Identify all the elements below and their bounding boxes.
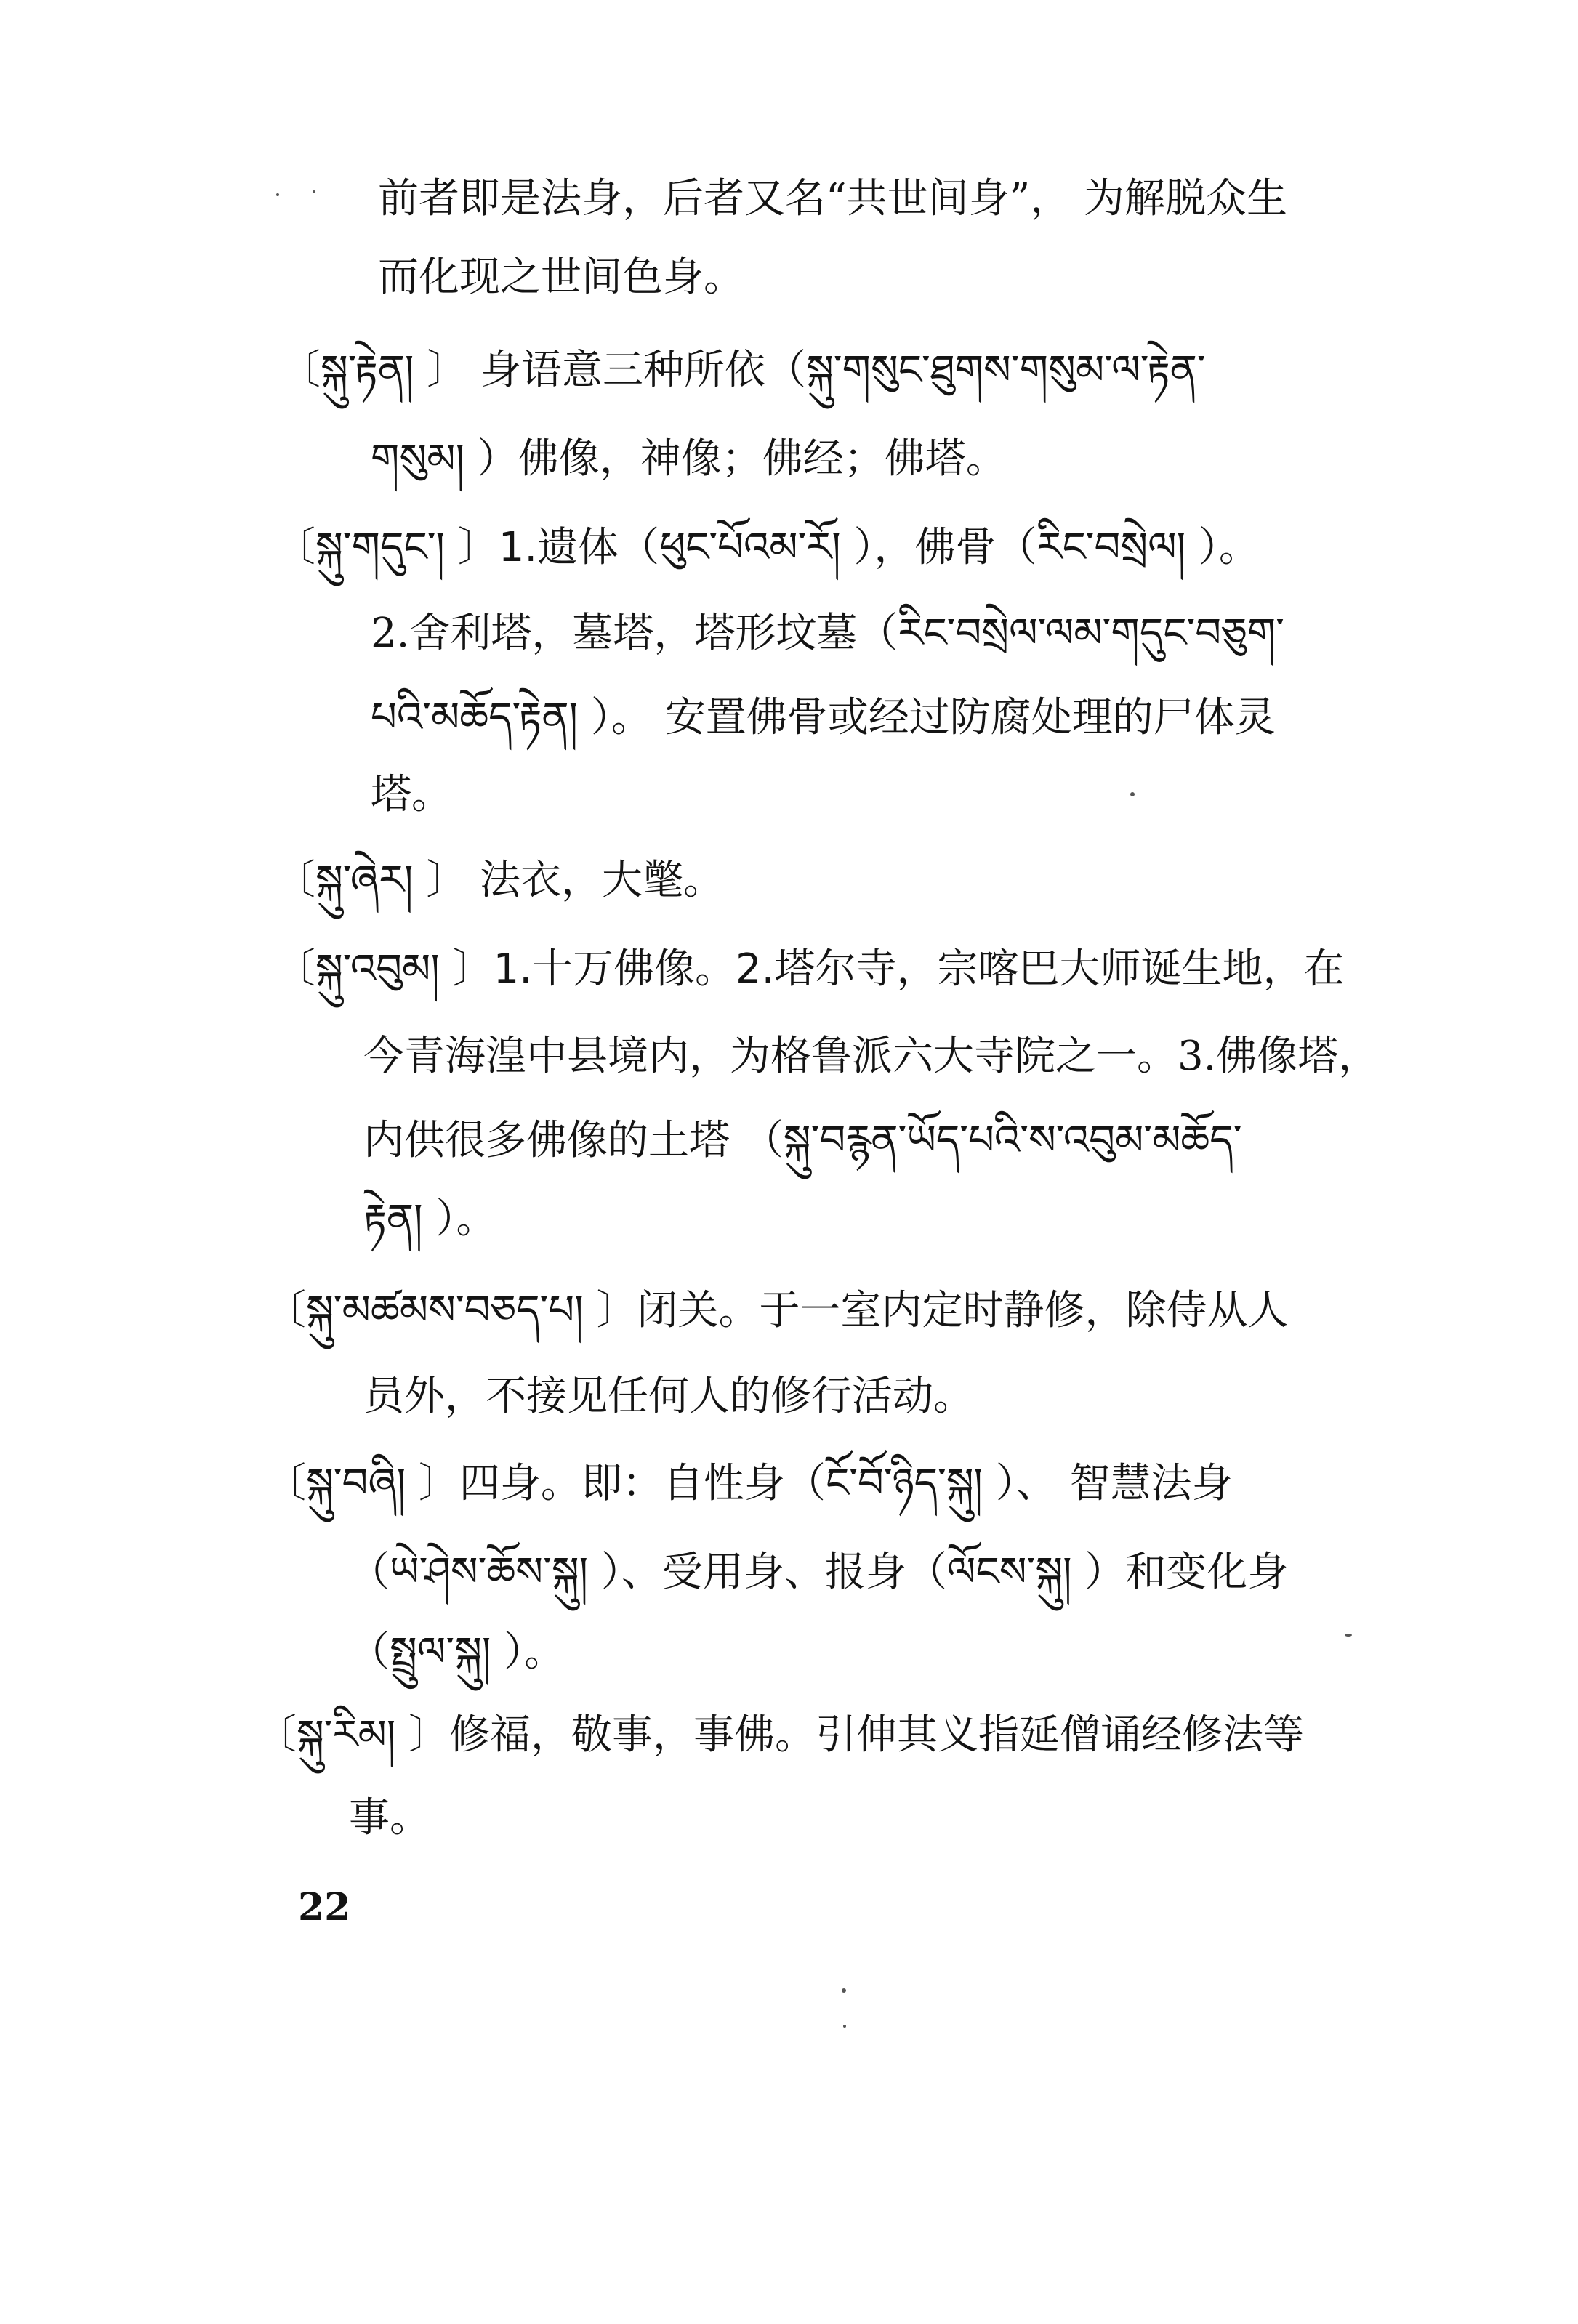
scan-speck [842,1988,846,1993]
entry-line: 事。 [349,1794,430,1841]
entry-line: 塔。 [371,771,452,818]
dictionary-entry-headword: 〔སྐུ་ཞེར། 〕 法衣，大氅。 [275,857,725,904]
entry-line: 员外，不接见任何人的修行活动。 [363,1373,974,1420]
scan-speck [843,2025,846,2028]
entry-line: 前者即是法身，后者又名“共世间身”， 为解脱众生 [378,175,1288,222]
dictionary-entry-headword: 〔སྐུ་འབུམ། 〕1.十万佛像。2.塔尔寺，宗喀巴大师诞生地，在 [275,945,1345,993]
entry-line: པའི་མཆོད་རྟེན། ）。 安置佛骨或经过防腐处理的尸体灵 [371,694,1276,741]
dictionary-entry-headword: 〔སྐུ་མཚམས་བཅད་པ། 〕闭关。于一室内定时静修，除侍从人 [265,1287,1289,1334]
dictionary-entry-headword: 〔སྐུ་གདུང་། 〕1.遗体（ཕུང་པོའམ་རོ། ），佛骨（རིང་བསྲེལ། ）。 [275,524,1260,571]
entry-line: རྟེན། ）。 [363,1195,497,1243]
entry-line: 今青海湟中县境内，为格鲁派六大寺院之一。3.佛像塔， [363,1033,1380,1080]
scan-speck [313,190,315,193]
entry-line: གསུམ། ）佛像，神像；佛经；佛塔。 [371,435,1007,483]
dictionary-entry-headword: 〔སྐུ་བཞི། 〕四身。即：自性身（ངོ་བོ་ཉིད་སྐུ། ）、 智慧法身 [265,1460,1233,1507]
scan-speck [276,193,279,196]
page-number: 22 [298,1885,351,1929]
dictionary-entry-headword: 〔སྐུ་རིམ། 〕修福，敬事，事佛。引伸其义指延僧诵经修法等 [256,1711,1304,1759]
entry-line: （སྤྲུལ་སྐུ། ）。 [349,1629,565,1676]
entry-line: 内供很多佛像的土塔 （སྐུ་བརྙན་ཡོད་པའི་ས་འབུམ་མཆོད་ [363,1117,1242,1164]
dictionary-entry-headword: 〔སྐུ་རྟེན། 〕 身语意三种所依（སྐུ་གསུང་ཐུགས་གསུམ་ལ་རྟེན་ [280,347,1206,394]
entry-line: 而化现之世间色身。 [378,254,744,301]
entry-line: （ཡེ་ཤེས་ཆོས་སྐུ། ）、受用身、报身（ལོངས་སྐུ། ）和变化身 [349,1549,1289,1596]
scan-speck [1345,1634,1352,1637]
scan-speck [1130,792,1135,796]
entry-line: 2.舍利塔，墓塔，塔形坟墓（རིང་བསྲེལ་ལམ་གདུང་བཅུག་ [371,610,1284,657]
